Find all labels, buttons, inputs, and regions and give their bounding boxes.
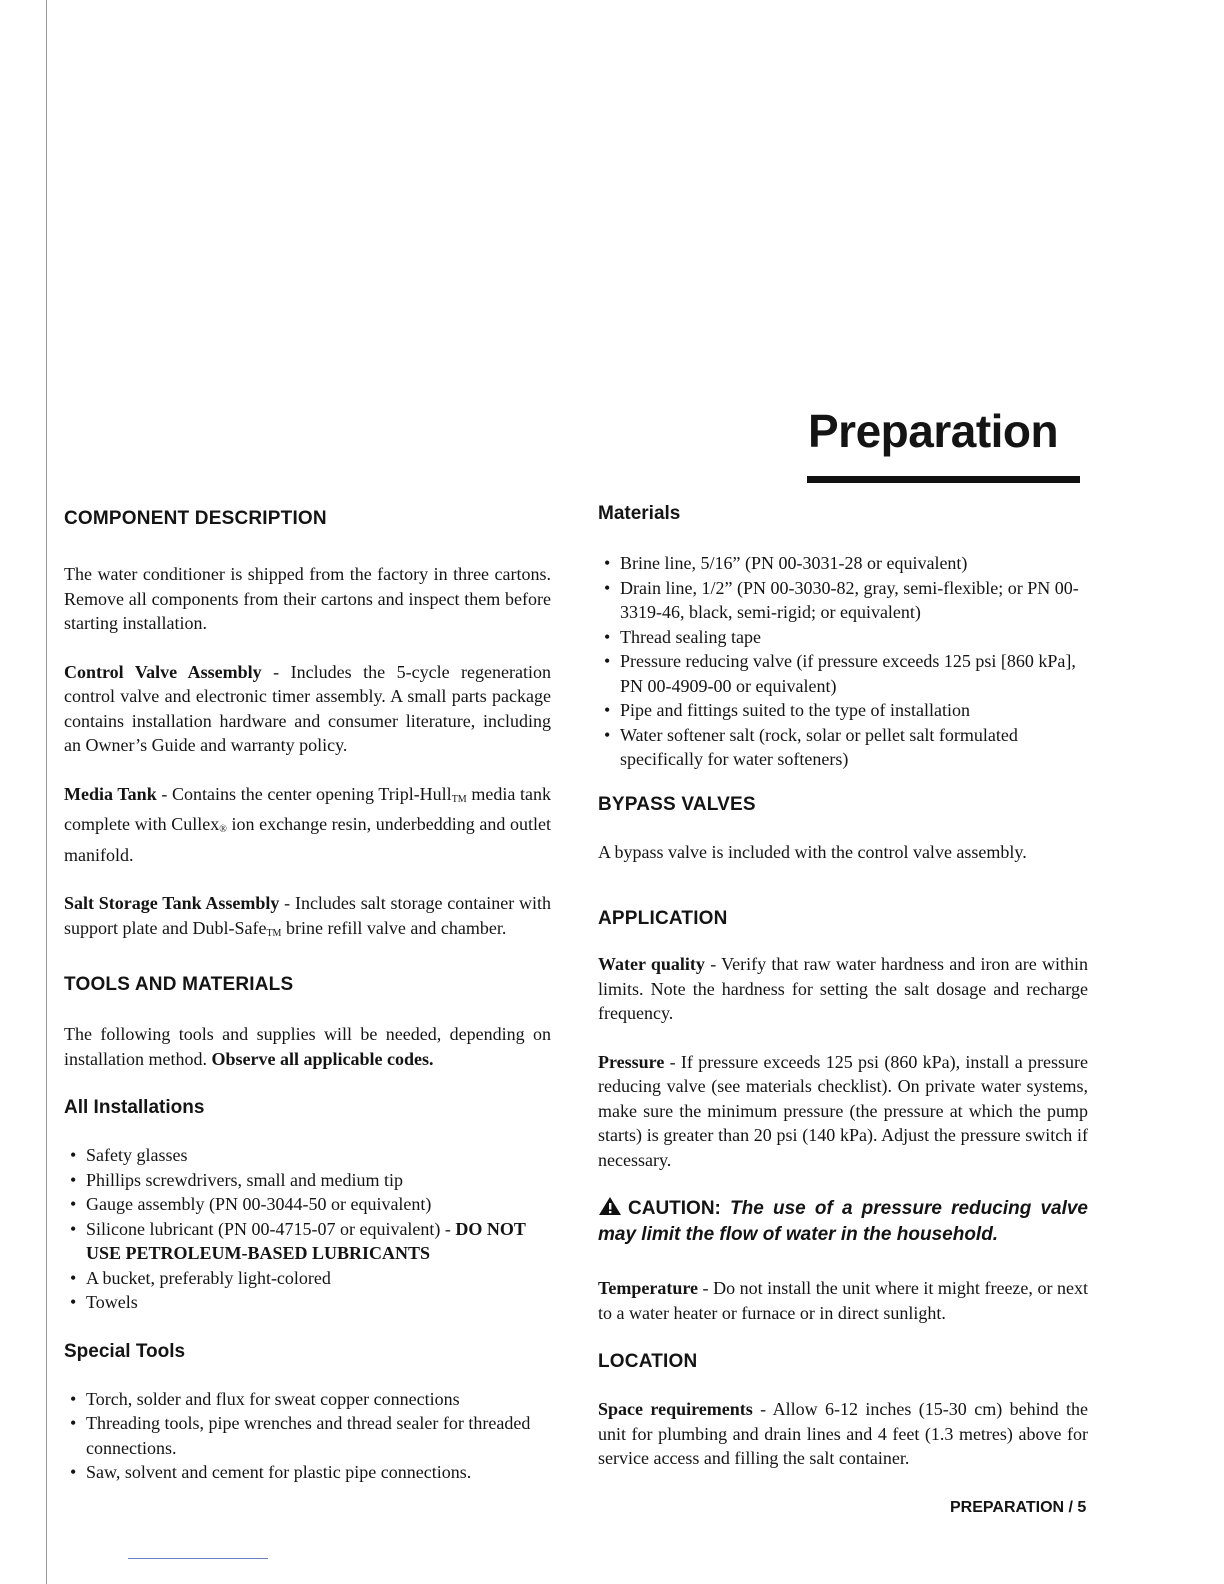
list-item: • Thread sealing tape — [598, 625, 1088, 650]
page-title: Preparation — [808, 405, 1059, 457]
component-description-heading: COMPONENT DESCRIPTION — [64, 508, 327, 529]
control-valve-paragraph: Control Valve Assembly - Includes the 5-cycle regeneration control valve and electronic timer assembly. A small parts package contains installation hardware and consumer literature, including an Owner’s Guide and warranty policy. — [64, 661, 551, 755]
binding-margin-line — [46, 0, 47, 1584]
temperature-label: Temperature — [598, 1278, 698, 1298]
water-quality-paragraph: Water quality - Verify that raw water hardness and iron are within limits. Note the hardness for setting the salt dosage and recharge frequency. — [598, 954, 1089, 1023]
list-item: • A bucket, preferably light-colored — [64, 1266, 551, 1291]
list-item: • Towels — [64, 1290, 551, 1315]
tools-materials-heading: TOOLS AND MATERIALS — [64, 974, 294, 995]
list-item: • Torch, solder and flux for sweat copper connections — [64, 1387, 551, 1412]
materials-heading: Materials — [598, 503, 681, 524]
pressure-label: Pressure — [598, 1051, 665, 1072]
page-footer: PREPARATION / 5 — [950, 1499, 1087, 1516]
list-item: • Threading tools, pipe wrenches and thread sealer for threaded connections. — [64, 1411, 551, 1460]
component-intro: The water conditioner is shipped from the factory in three cartons. Remove all components from their cartons and inspect them before starting installation. — [64, 564, 551, 633]
list-item: • Brine line, 5/16” (PN 00-3031-28 or equivalent) — [598, 551, 1088, 576]
media-tank-paragraph: Media Tank - Contains the center opening Tripl-HullTM media tank complete with Cullex® ion exchange resin, underbedding and outlet manifold. — [64, 783, 552, 865]
water-quality-label: Water quality — [598, 954, 705, 974]
all-installations-heading: All Installations — [64, 1097, 205, 1118]
space-requirements-label: Space requirements — [598, 1399, 753, 1419]
control-valve-label: Control Valve Assembly — [64, 661, 262, 682]
space-requirements-paragraph: Space requirements - Allow 6-12 inches (15-30 cm) behind the unit for plumbing and drain lines and 4 feet (1.3 metres) above for service access and filling the salt container. — [598, 1399, 1089, 1468]
application-heading: APPLICATION — [598, 908, 728, 929]
title-underline — [807, 476, 1080, 483]
bottom-rule — [128, 1558, 268, 1559]
media-tank-label: Media Tank — [64, 783, 157, 804]
tools-intro: The following tools and supplies will be needed, depending on installation method. Observe all applicable codes. — [64, 1024, 551, 1069]
list-item: • Drain line, 1/2” (PN 00-3030-82, gray, semi-flexible; or PN 00-3319-46, black, semi-rigid; or equivalent) — [598, 576, 1088, 625]
salt-tank-paragraph: Salt Storage Tank Assembly - Includes salt storage container with support plate and Dubl-SafeTM brine refill valve and chamber. — [64, 893, 551, 939]
left-column — [64, 508, 551, 1485]
list-item: • Safety glasses — [64, 1143, 551, 1168]
list-item: • Pipe and fittings suited to the type of installation — [598, 698, 1088, 723]
special-tools-heading: Special Tools — [64, 1340, 186, 1362]
special-tools-list — [64, 1387, 551, 1485]
temperature-paragraph: Temperature - Do not install the unit where it might freeze, or next to a water heater or furnace or in direct sunlight. — [598, 1278, 1088, 1323]
bypass-text: A bypass valve is included with the control valve assembly. — [598, 841, 1027, 862]
list-item: • Saw, solvent and cement for plastic pipe connections. — [64, 1460, 551, 1485]
warning-icon — [598, 1196, 622, 1216]
bypass-valves-heading: BYPASS VALVES — [598, 793, 756, 815]
pressure-paragraph: Pressure - If pressure exceeds 125 psi (860 kPa), install a pressure reducing valve (see materials checklist). On private water systems, make sure the minimum pressure (the pressure at which the pump starts) is greater than 20 psi (140 kPa). Adjust the pressure switch if necessary. — [598, 1051, 1088, 1170]
materials-list — [598, 551, 1088, 772]
list-item: • Pressure reducing valve (if pressure exceeds 125 psi [860 kPa], PN 00-4909-00 or equivalent) — [598, 649, 1088, 698]
list-item: • Water softener salt (rock, solar or pellet salt formulated specifically for water softeners) — [598, 723, 1088, 772]
list-item: • Gauge assembly (PN 00-3044-50 or equivalent) — [64, 1192, 551, 1217]
all-installations-list — [64, 1143, 551, 1315]
right-column — [598, 503, 1088, 1471]
list-item: • Silicone lubricant (PN 00-4715-07 or equivalent) - DO NOT USE PETROLEUM-BASED LUBRICANTS — [64, 1217, 551, 1266]
list-item: • Phillips screwdrivers, small and medium tip — [64, 1168, 551, 1193]
location-heading: LOCATION — [598, 1351, 698, 1372]
caution-note: CAUTION: The use of a pressure reducing valve may limit the flow of water in the household. — [598, 1198, 1088, 1245]
salt-tank-label: Salt Storage Tank Assembly — [64, 893, 280, 913]
